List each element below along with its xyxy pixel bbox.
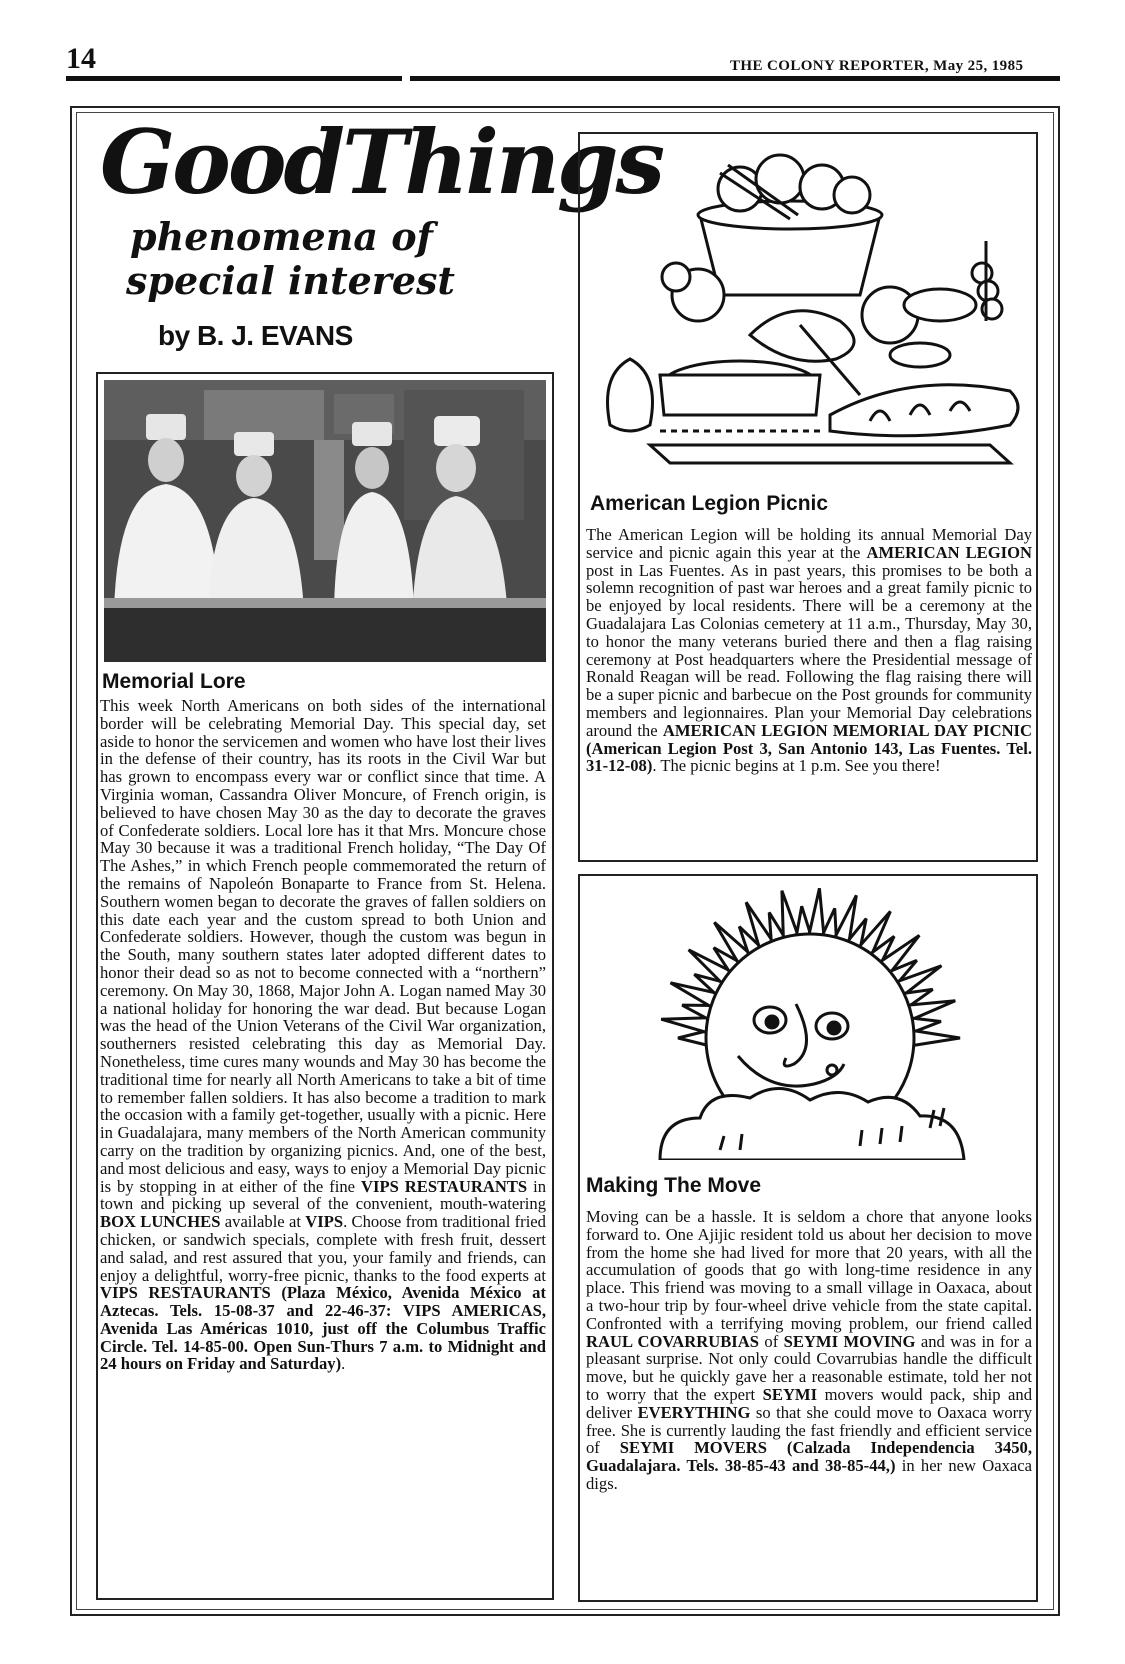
column-title: GoodThings: [100, 110, 663, 214]
column-subtitle-line2: special interest: [126, 258, 455, 303]
memorial-lore-body: This week North Americans on both sides of the international border will be celebrating Memorial Day. This special day, set aside to honor the servicemen and women who have lost their lives in the defense of their country, has its roots in the Civil War but has grown to encompass every war or conflict since that time. A Virginia woman, Cassandra Oliver Moncure, of French origin, is believed to have chosen May 30 as the day to decorate the graves of Confederate soldiers. Local lore has it that Mrs. Moncure chose May 30 because it was a traditional French holiday, “The Day Of The Ashes,” in which French people commemorated the return of the remains of Napoleón Bonaparte to France from St. Helena. Southern women began to decorate the graves of fallen soldiers on this date each year and the custom spread to both Union and Confederate soldiers. However, though the custom was begun in the South, many southern states later adopted different dates to honor their dead so as not to become connected with a “northern” ceremony. On May 30, 1868, Major John A. Logan named May 30 a national holiday for honoring the war dead. But because Logan was the head of the Union Veterans of the Civil War organization, southerners resisted celebrating this day as Memorial Day. Nonetheless, time cures many wounds and May 30 has become the traditional time for nearly all North Americans to take a bit of time to remember fallen soldiers. It has also become a tradition to mark the occasion with a family get-together, usually with a picnic. Here in Guadalajara, many members of the North American community carry on the tradition by organizing picnics. And, one of the best, and most delicious and easy, ways to enjoy a Memorial Day picnic is by stopping in at either of the fine VIPS RESTAURANTS in town and picking up several of the convenient, mouth-watering BOX LUNCHES available at VIPS. Choose from traditional fried chicken, or sandwich specials, complete with fresh fruit, dessert and salad, and rest assured that you, your family and friends, can enjoy a delightful, worry-free picnic, thanks to the food experts at VIPS RESTAURANTS (Plaza México, Avenida México at Aztecas. Tels. 15-08-37 and 22-46-37: VIPS AMERICAS, Avenida Las Américas 1010, just off the Columbus Traffic Circle. Tel. 14-85-00. Open Sun-Thurs 7 a.m. to Midnight and 24 hours on Friday and Saturday).: [100, 696, 547, 1374]
sun-ray: [661, 1018, 712, 1034]
picnic-food-illustration: [590, 145, 1030, 485]
sun-ray: [808, 888, 824, 939]
page-number: 14: [66, 42, 96, 75]
legion-picnic-body: The American Legion will be holding its annual Memorial Day service and picnic again this year at the AMERICAN LEGION post in Las Fuentes. As in past years, this promises to be both a solemn recognition of past war heroes and a great family picnic to be enjoyed by local residents. There will be a ceremony at the Guadalajara Las Colonias cemetery at 11 a.m., Thursday, May 30, to honor the many veterans buried there and then a flag raising ceremony at Post headquarters where the Presidential message of Ronald Reagan will be read. Following the flag raising there will be a super picnic and barbecue on the Post grounds for community members and legionnaires. Plan your Memorial Day celebrations around the AMERICAN LEGION MEMORIAL DAY PICNIC (American Legion Post 3, San Antonio 143, Las Fuentes. Tel. 31-12-08). The picnic begins at 1 p.m. See you there!: [586, 525, 1032, 776]
making-move-heading: Making The Move: [586, 1174, 762, 1197]
cooks-photo: [104, 380, 546, 662]
header-rule-right: [410, 76, 1060, 81]
byline: by B. J. EVANS: [158, 320, 353, 351]
legion-picnic-heading: American Legion Picnic: [590, 492, 829, 515]
memorial-lore-heading: Memorial Lore: [102, 670, 246, 693]
making-move-body: Moving can be a hassle. It is seldom a chore that anyone looks forward to. One Ajijic resident told us about her decision to move from the home she had lived for more that 20 years, with all the accumulation of goods that go with long-time residence in any place. This friend was moving to a small village in Oaxaca, about a two-hour trip by four-wheel drive vehicle from the state capital. Confronted with a terrifying moving problem, our friend called RAUL COVARRUBIAS of SEYMI MOVING and was in for a pleasant surprise. Not only could Covarrubias handle the difficult move, but he quickly gave her a reasonable estimate, told her not to worry that the expert SEYMI movers would pack, ship and deliver EVERYTHING so that she could move to Oaxaca worry free. She is currently lauding the fast friendly and efficient service of SEYMI MOVERS (Calzada Independencia 3450, Guadalajara. Tels. 38-85-43 and 38-85-44,) in her new Oaxaca digs.: [586, 1207, 1032, 1493]
sun-ray: [910, 1030, 960, 1046]
smiling-sun-illustration: [600, 888, 1020, 1160]
column-subtitle-line1: phenomena of: [130, 214, 433, 259]
masthead: THE COLONY REPORTER, May 25, 1985: [730, 58, 1024, 74]
header-rule-left: [66, 76, 402, 81]
